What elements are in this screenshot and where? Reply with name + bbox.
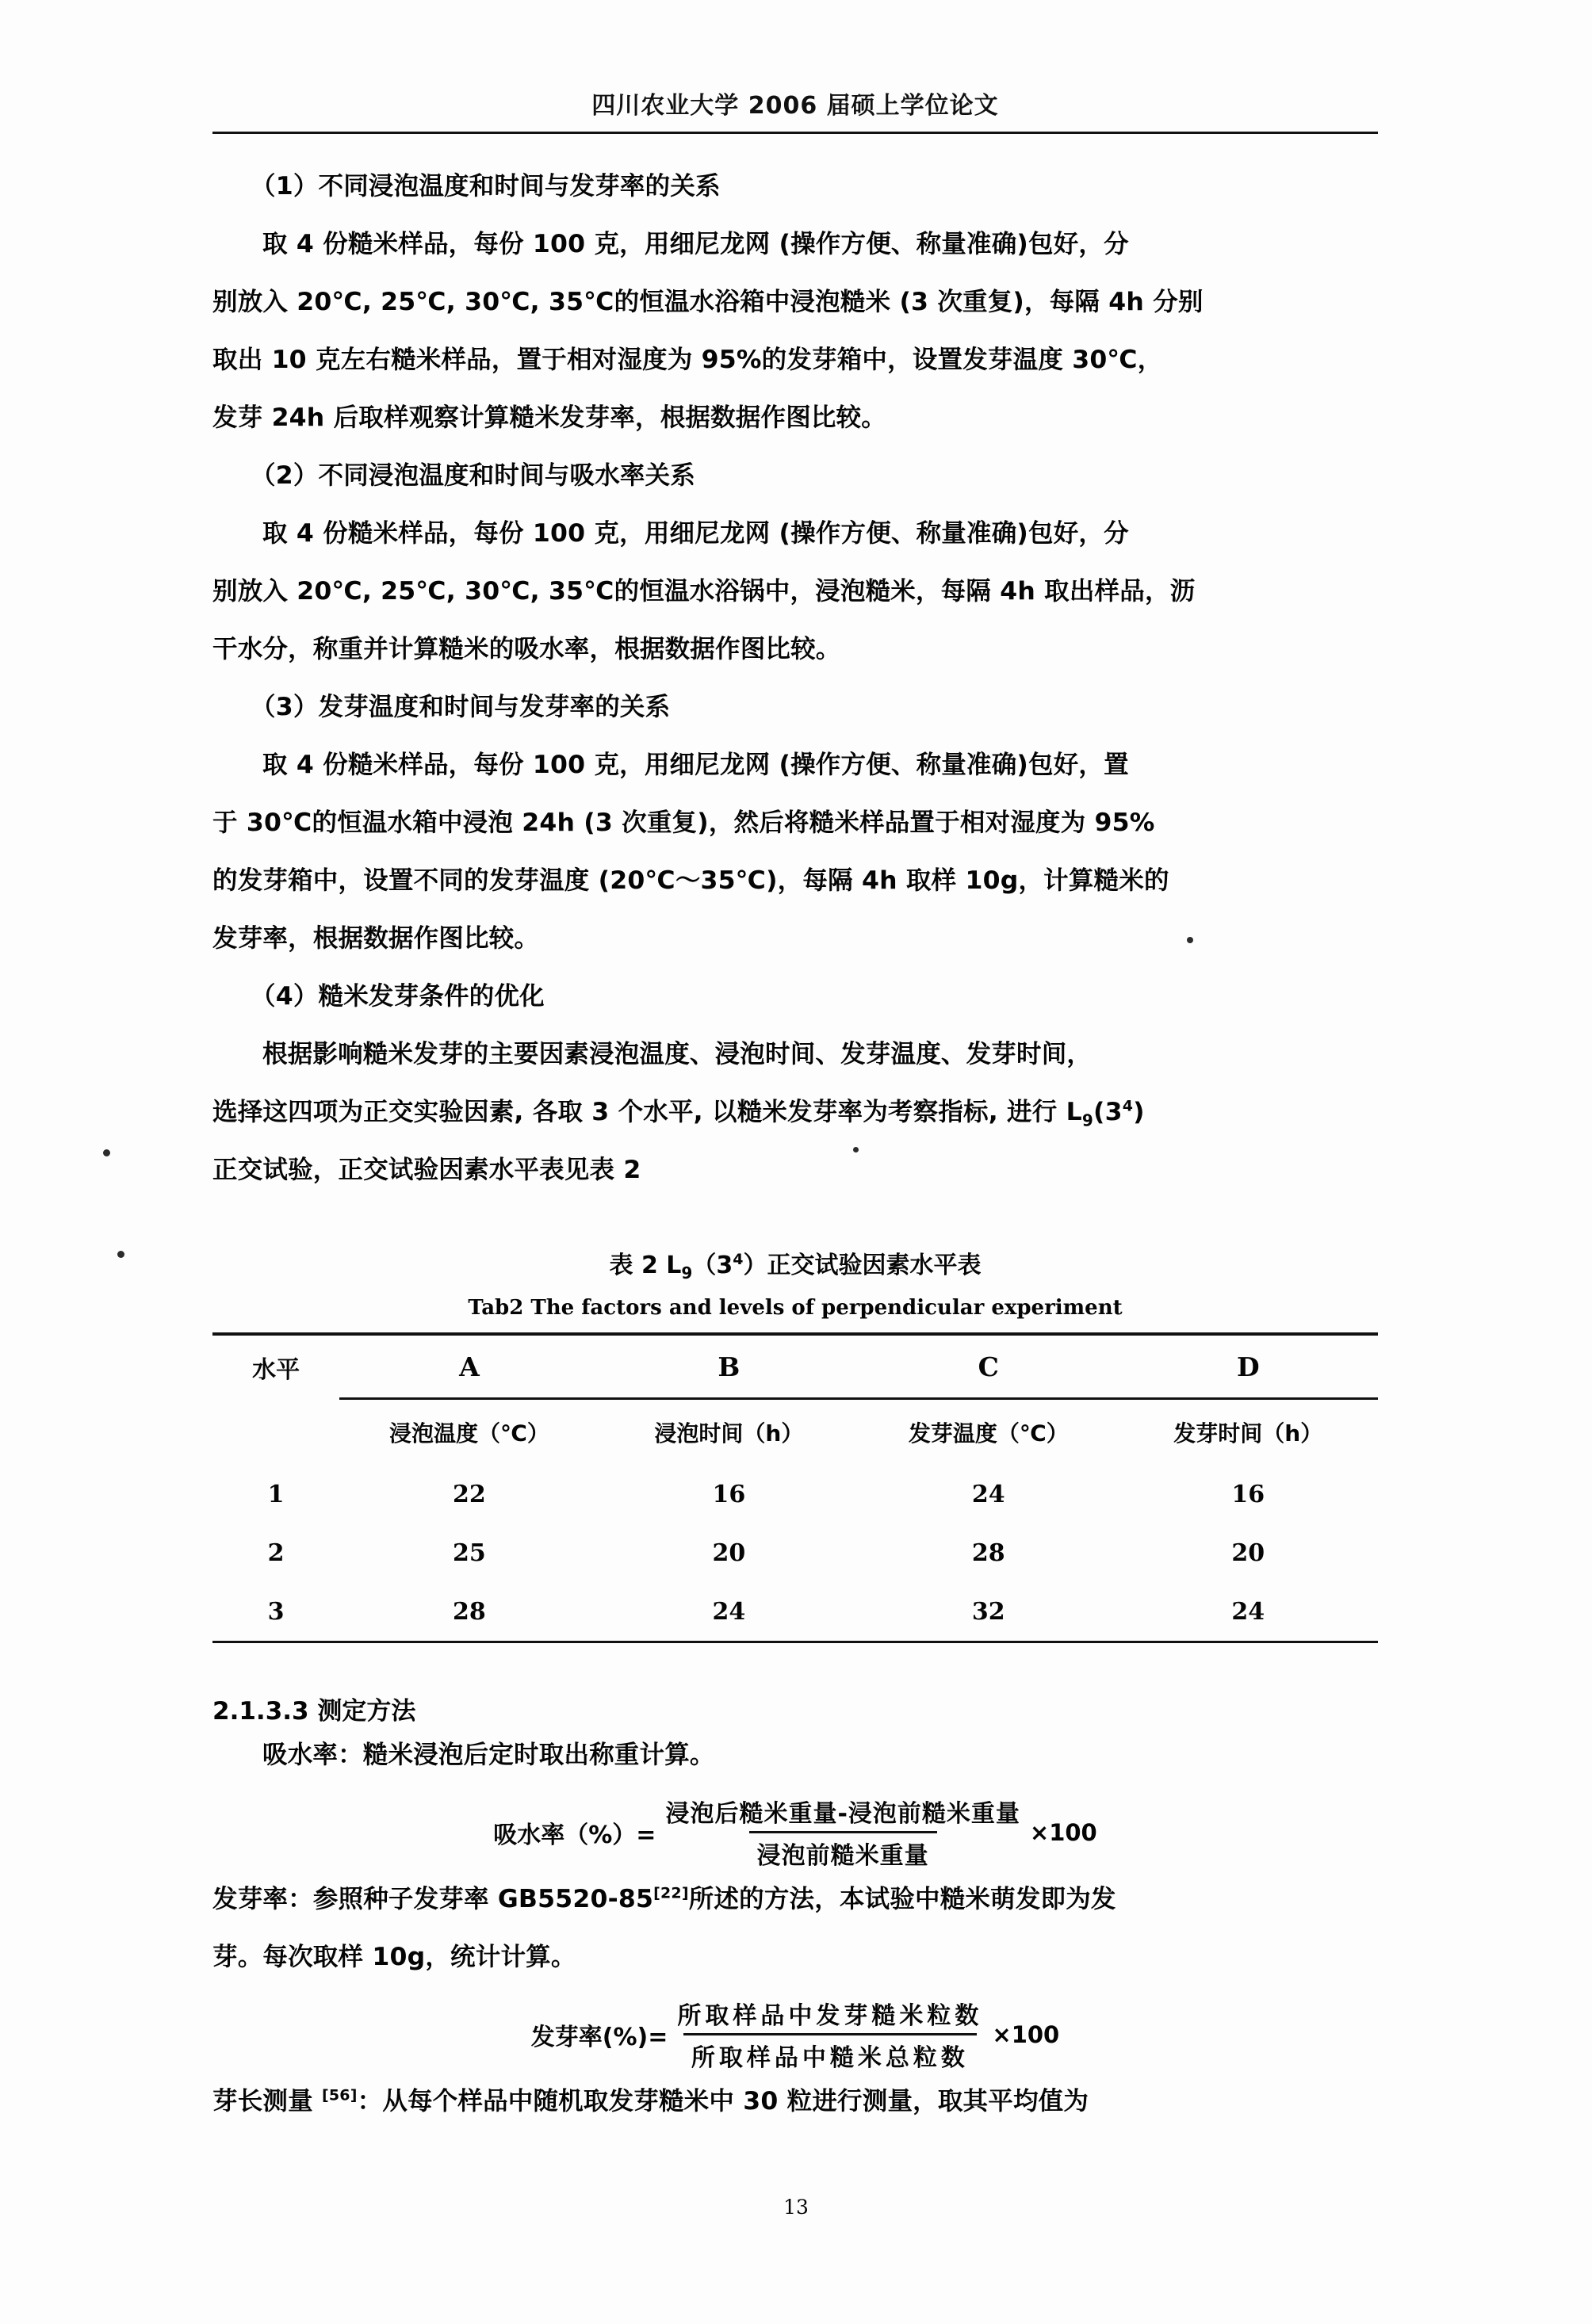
table-cell-level: 1 <box>267 1480 285 1508</box>
paragraph-item-1-line-3: 取出 10 克左右糙米样品，置于相对湿度为 95%的发芽箱中，设置发芽温度 30℃， <box>212 346 1163 374</box>
orthogonal-superscript: 4 <box>1122 1097 1134 1115</box>
formula2-right-side: ×100 <box>992 2020 1060 2048</box>
table-caption-chinese <box>212 1245 1378 1280</box>
paragraph-item-4-line-2 <box>212 1084 1378 1141</box>
table-header-unit-a: 浸泡温度（℃） <box>339 1399 599 1466</box>
table-cell-a: 22 <box>453 1480 486 1508</box>
table-caption-cn-c: ）正交试验因素水平表 <box>743 1252 982 1279</box>
formula-germination-rate <box>212 1996 1378 2073</box>
paragraph-item-3-line-3: 的发芽箱中，设置不同的发芽温度 (20℃～35℃)，每隔 4h 取样 10g，计算糙米的 <box>212 866 1169 895</box>
scan-speck <box>103 1149 110 1156</box>
table-caption-cn-superscript: 4 <box>733 1251 744 1268</box>
germination-text-a: 发芽率：参照种子发芽率 GB5520-85 <box>212 1885 654 1913</box>
table-caption-cn-a: 表 2 L <box>609 1252 682 1279</box>
germination-text-b: 所述的方法，本试验中糙米萌发即为发 <box>688 1885 1116 1913</box>
formula1-denominator: 浸泡前糙米重量 <box>749 1831 937 1871</box>
reference-superscript-56: [56] <box>321 2086 358 2104</box>
paragraph-item-2-line-2: 别放入 20℃, 25℃, 30℃, 35℃的恒温水浴锅中，浸泡糙米，每隔 4h 取出样品，沥 <box>212 577 1196 606</box>
paragraph-item-3-line-2: 于 30℃的恒温水箱中浸泡 24h (3 次重复)，然后将糙米样品置于相对湿度为 95% <box>212 808 1155 837</box>
formula2-numerator: 所取样品中发芽糙米粒数 <box>677 2002 983 2030</box>
table-header-row-units <box>212 1399 1378 1466</box>
heading-item-4: （4）糙米发芽条件的优化 <box>251 982 545 1011</box>
table-header-factor-b: B <box>718 1351 741 1382</box>
paragraph-item-1-line-4: 发芽 24h 后取样观察计算糙米发芽率，根据数据作图比较。 <box>212 403 886 432</box>
paragraph-germination-line-1 <box>212 1871 1378 1928</box>
table-caption-cn-b: （3 <box>692 1252 733 1279</box>
table-cell-c: 24 <box>971 1480 1005 1508</box>
paragraph-item-3-line-1: 取 4 份糙米样品，每份 100 克，用细尼龙网 (操作方便、称量准确)包好，置 <box>262 751 1129 779</box>
table-header-units-blank <box>212 1399 339 1466</box>
table-cell-d: 24 <box>1231 1597 1265 1626</box>
table-cell-c: 32 <box>971 1597 1005 1626</box>
table-cell-d: 20 <box>1231 1539 1265 1567</box>
table-header-unit-b: 浸泡时间（h） <box>599 1399 859 1466</box>
heading-item-1: （1）不同浸泡温度和时间与发芽率的关系 <box>251 172 721 201</box>
paragraph-item-3-line-4: 发芽率，根据数据作图比较。 <box>212 924 540 953</box>
orthogonal-text-a: 选择这四项为正交实验因素, 各取 3 个水平, 以糙米发芽率为考察指标, 进行 L <box>212 1098 1082 1126</box>
formula1-fraction <box>657 1794 1028 1871</box>
formula1-numerator: 浸泡后糙米重量-浸泡前糙米重量 <box>665 1800 1020 1828</box>
table-cell-level: 2 <box>267 1539 285 1567</box>
heading-item-3: （3）发芽温度和时间与发芽率的关系 <box>251 693 671 721</box>
reference-superscript-22: [22] <box>653 1884 689 1902</box>
paragraph-water-absorption: 吸水率：糙米浸泡后定时取出称重计算。 <box>262 1741 715 1769</box>
table-cell-a: 28 <box>453 1597 486 1626</box>
table-caption-cn-subscript: 9 <box>681 1263 693 1282</box>
sprout-text-a: 芽长测量 <box>212 2087 322 2116</box>
running-header: 四川农业大学 2006 届硕上学位论文 <box>591 92 999 120</box>
table-row <box>212 1523 1378 1582</box>
paragraph-sprout-length <box>212 2073 1378 2131</box>
table-cell-d: 16 <box>1231 1480 1265 1508</box>
table-header-factor-a: A <box>459 1351 480 1382</box>
scan-speck <box>117 1251 124 1258</box>
table-caption-english: Tab2 The factors and levels of perpendicular experiment <box>468 1296 1123 1320</box>
table-cell-level: 3 <box>267 1597 285 1626</box>
table-cell-b: 16 <box>712 1480 746 1508</box>
formula1-left-side: 吸水率（%）= <box>493 1821 656 1849</box>
sprout-text-b: ：从每个样品中随机取发芽糙米中 30 粒进行测量，取其平均值为 <box>357 2087 1089 2116</box>
paragraph-item-2-line-3: 干水分，称重并计算糙米的吸水率，根据数据作图比较。 <box>212 635 841 663</box>
heading-item-2: （2）不同浸泡温度和时间与吸水率关系 <box>251 461 696 490</box>
formula2-denominator: 所取样品中糙米总粒数 <box>683 2033 977 2073</box>
table-row <box>212 1582 1378 1642</box>
body-content <box>212 158 1378 1199</box>
table-header-factor-c: C <box>978 1351 999 1382</box>
orthogonal-text-c: ) <box>1133 1098 1145 1126</box>
factors-levels-table <box>212 1332 1378 1643</box>
formula2-fraction <box>669 1996 990 2073</box>
page-number: 13 <box>783 2196 809 2219</box>
header-rule <box>212 132 1378 134</box>
table-header-row-letters <box>212 1334 1378 1399</box>
formula1-right-side: ×100 <box>1029 1818 1097 1846</box>
orthogonal-subscript: 9 <box>1081 1110 1094 1130</box>
paragraph-item-4-line-3: 正交试验，正交试验因素水平表见表 2 <box>212 1156 641 1184</box>
table-cell-b: 24 <box>712 1597 746 1626</box>
paragraph-item-1-line-1: 取 4 份糙米样品，每份 100 克，用细尼龙网 (操作方便、称量准确)包好，分 <box>262 230 1129 258</box>
table-header-unit-c: 发芽温度（℃） <box>859 1399 1118 1466</box>
table-header-factor-d: D <box>1236 1351 1260 1382</box>
table-header-level: 水平 <box>252 1355 300 1384</box>
table-cell-b: 20 <box>712 1539 746 1567</box>
table-row <box>212 1465 1378 1523</box>
formula-water-absorption-rate <box>212 1794 1378 1871</box>
paragraph-item-1-line-2: 别放入 20℃, 25℃, 30℃, 35℃的恒温水浴箱中浸泡糙米 (3 次重复)，每隔 4h 分别 <box>212 288 1204 316</box>
table-cell-c: 28 <box>971 1539 1005 1567</box>
orthogonal-text-b: (3 <box>1093 1098 1123 1126</box>
table-cell-a: 25 <box>453 1539 486 1567</box>
formula2-left-side: 发芽率(%)= <box>530 2023 668 2051</box>
paragraph-germination-line-2: 芽。每次取样 10g，统计计算。 <box>212 1943 576 1971</box>
table-header-unit-d: 发芽时间（h） <box>1119 1399 1378 1466</box>
section-heading-2-1-3-3: 2.1.3.3 测定方法 <box>212 1697 416 1726</box>
paragraph-item-2-line-1: 取 4 份糙米样品，每份 100 克，用细尼龙网 (操作方便、称量准确)包好，分 <box>262 519 1129 548</box>
paragraph-item-4-line-1: 根据影响糙米发芽的主要因素浸泡温度、浸泡时间、发芽温度、发芽时间， <box>262 1040 1093 1068</box>
